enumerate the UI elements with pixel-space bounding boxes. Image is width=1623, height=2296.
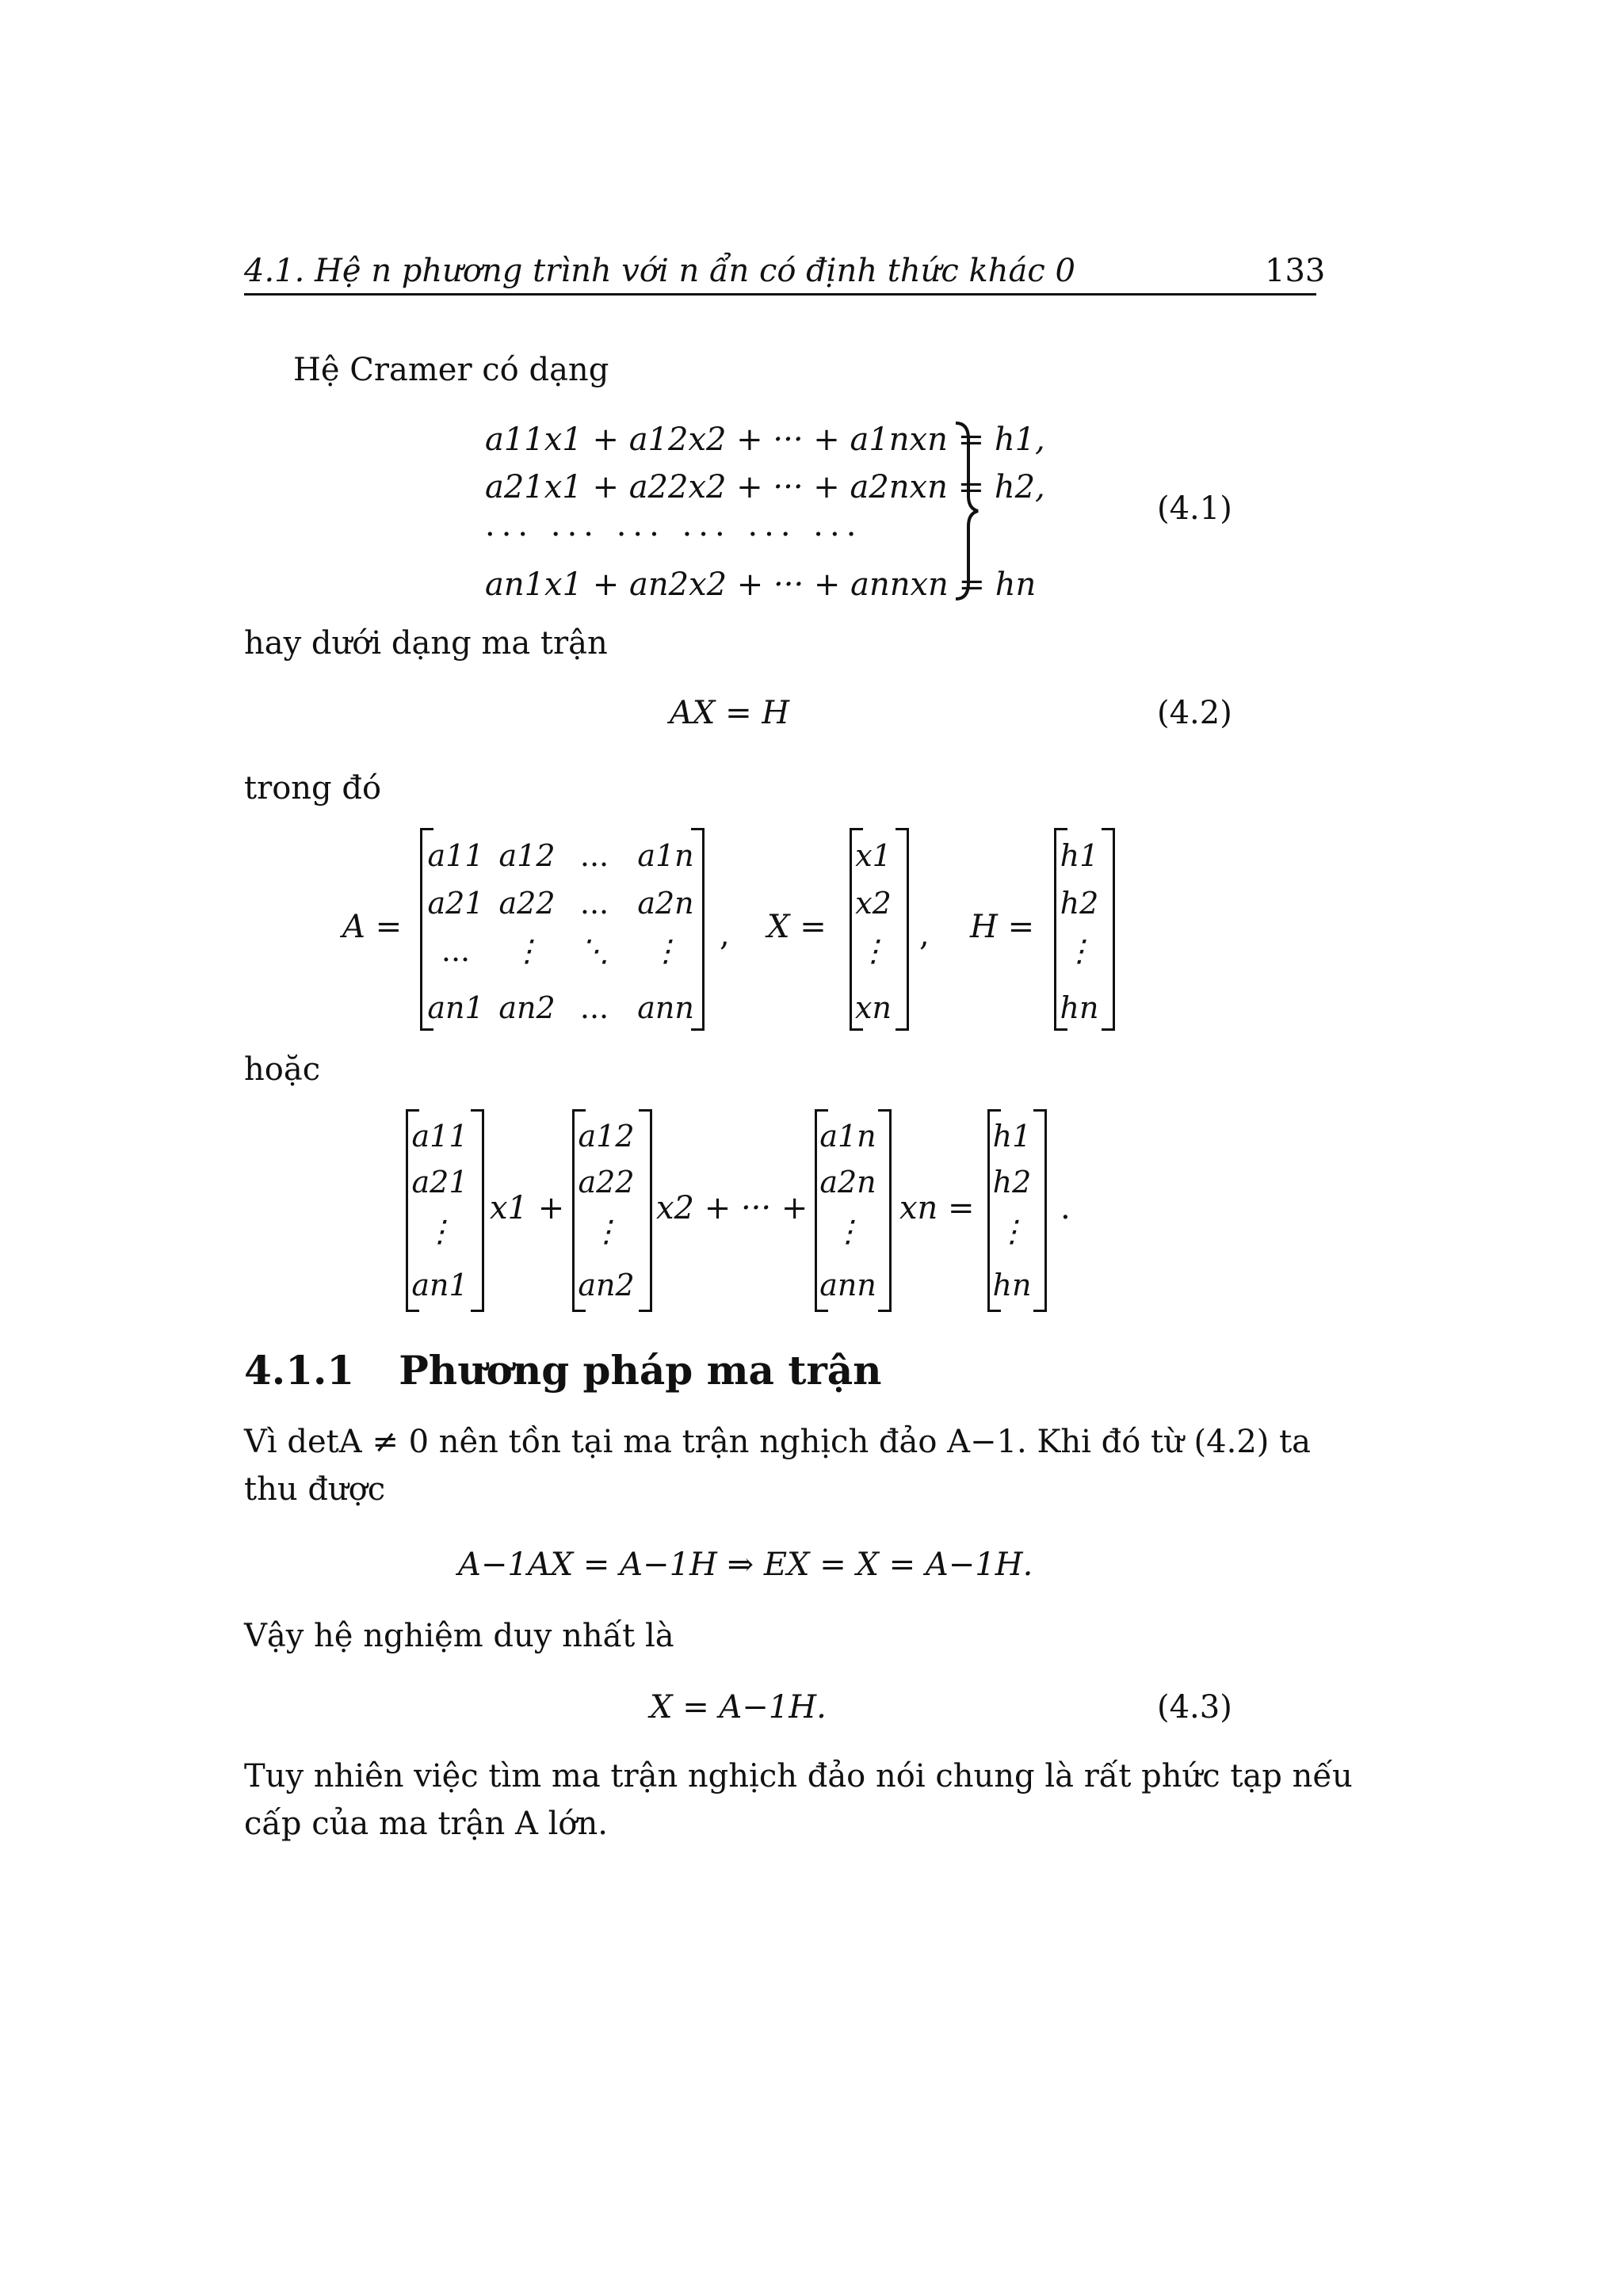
column-1-cell: a11 <box>411 1119 468 1154</box>
equation-row-n: an1x1 + an2x2 + ··· + annxn = hn <box>485 566 1037 603</box>
equation-number-4-2: (4.2) <box>1157 695 1232 731</box>
column-n-cell: ann <box>819 1268 876 1302</box>
period: . <box>1060 1190 1071 1226</box>
matrix-h-label: H = <box>970 909 1035 945</box>
paragraph-intro: Hệ Cramer có dạng <box>293 352 609 388</box>
matrix-a-cell: ann <box>637 990 694 1025</box>
equation-inverse: A−1AX = A−1H ⇒ EX = X = A−1H. <box>458 1547 1033 1583</box>
matrix-a-cell: an2 <box>498 990 556 1025</box>
rhs-right-bracket <box>1033 1109 1047 1312</box>
matrix-a-cell: ⋱ <box>579 933 609 968</box>
paragraph-matrix-form: hay dưới dạng ma trận <box>244 625 608 662</box>
matrix-a-cell: ... <box>579 838 609 873</box>
equation-row-2: a21x1 + a22x2 + ··· + a2nxn = h2, <box>485 469 1045 505</box>
paragraph-however-line2: cấp của ma trận A lớn. <box>244 1806 608 1842</box>
running-title: 4.1. Hệ n phương trình với n ẩn có định thức khác 0 <box>244 253 1075 289</box>
column-n-cell: a1n <box>819 1119 876 1154</box>
equation-4-2: AX = H <box>670 695 790 731</box>
matrix-a-cell: ⋮ <box>651 933 681 968</box>
paragraph-where: trong đó <box>244 770 382 807</box>
matrix-a-cell: ... <box>579 886 609 921</box>
matrix-x-cell: x1 <box>855 838 892 873</box>
term-x2: x2 + ··· + <box>656 1190 808 1226</box>
equation-4-3: X = A−1H. <box>650 1689 827 1726</box>
matrix-h-cell: hn <box>1060 990 1099 1025</box>
rhs-cell: ⋮ <box>997 1214 1027 1249</box>
comma: , <box>919 917 930 953</box>
matrix-h-cell: ⋮ <box>1064 933 1094 968</box>
section-title: Phương pháp ma trận <box>399 1347 882 1394</box>
matrix-a-cell: a12 <box>498 838 556 873</box>
matrix-x-cell: ⋮ <box>858 933 888 968</box>
column-2-cell: an2 <box>578 1268 635 1302</box>
matrix-x-label: X = <box>767 909 827 945</box>
paragraph-since-det-line2: thu được <box>244 1471 386 1508</box>
term-xn: xn = <box>899 1190 975 1226</box>
column-2-cell: ⋮ <box>591 1214 621 1249</box>
rhs-cell: h2 <box>992 1165 1032 1199</box>
column-2-cell: a22 <box>578 1165 635 1199</box>
matrix-a-cell: a22 <box>498 886 556 921</box>
matrix-x-cell: xn <box>855 990 892 1025</box>
matrix-a-cell: a2n <box>637 886 694 921</box>
paragraph-however: Tuy nhiên việc tìm ma trận nghịch đảo nói chung là rất phức tạp nếu <box>244 1758 1353 1794</box>
header-rule <box>244 293 1316 296</box>
page-number: 133 <box>1265 253 1326 289</box>
right-brace <box>951 420 983 602</box>
matrix-a-cell: a1n <box>637 838 694 873</box>
column-n-cell: a2n <box>819 1165 876 1199</box>
matrix-x-right-bracket <box>896 828 909 1031</box>
equation-number-4-3: (4.3) <box>1157 1689 1232 1726</box>
column-1-cell: ⋮ <box>425 1214 455 1249</box>
term-x1: x1 + <box>490 1190 565 1226</box>
matrix-h-cell: h1 <box>1060 838 1099 873</box>
matrix-h-cell: h2 <box>1060 886 1099 921</box>
equation-row-1: a11x1 + a12x2 + ··· + a1nxn = h1, <box>485 421 1045 458</box>
comma: , <box>720 917 730 953</box>
rhs-cell: hn <box>992 1268 1032 1302</box>
paragraph-or: hoặc <box>244 1051 321 1088</box>
column-2-right-bracket <box>639 1109 652 1312</box>
section-heading <box>244 1347 882 1394</box>
column-n-right-bracket <box>878 1109 892 1312</box>
matrix-a-cell: an1 <box>427 990 484 1025</box>
column-2-cell: a12 <box>578 1119 635 1154</box>
column-n-cell: ⋮ <box>833 1214 863 1249</box>
rhs-cell: h1 <box>992 1119 1032 1154</box>
matrix-a-cell: a11 <box>427 838 484 873</box>
matrix-a-cell: a21 <box>427 886 484 921</box>
matrix-h-right-bracket <box>1102 828 1115 1031</box>
section-number: 4.1.1 <box>244 1347 355 1394</box>
matrix-a-label: A = <box>342 909 403 945</box>
paragraph-unique-solution: Vậy hệ nghiệm duy nhất là <box>244 1618 674 1654</box>
paragraph-since-det: Vì detA ≠ 0 nên tồn tại ma trận nghịch đảo A−1. Khi đó từ (4.2) ta <box>244 1424 1312 1460</box>
matrix-a-cell: ⋮ <box>512 933 542 968</box>
column-1-cell: an1 <box>411 1268 468 1302</box>
equation-row-dots: ··· ··· ··· ··· ··· ··· <box>485 517 863 553</box>
matrix-a-cell: ... <box>579 990 609 1025</box>
matrix-a-cell: ... <box>441 933 471 968</box>
column-1-right-bracket <box>471 1109 484 1312</box>
column-1-cell: a21 <box>411 1165 468 1199</box>
matrix-x-cell: x2 <box>855 886 892 921</box>
equation-number-4-1: (4.1) <box>1157 490 1232 527</box>
